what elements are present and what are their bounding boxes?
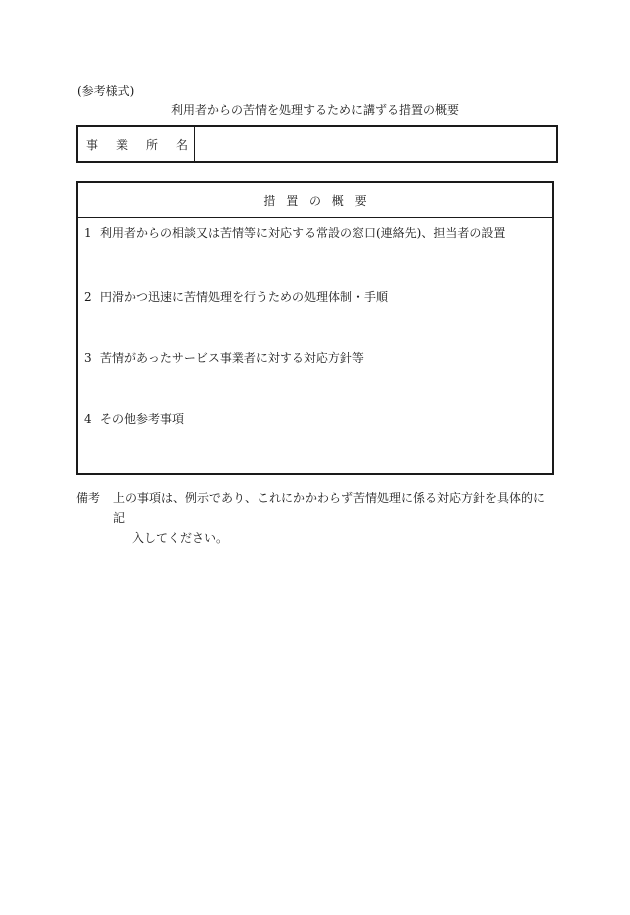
measures-table <box>76 181 554 475</box>
item-number: 3 <box>84 351 92 365</box>
measure-item <box>84 224 505 241</box>
item-number: 1 <box>84 226 92 240</box>
office-name-label <box>78 127 195 161</box>
measure-item <box>84 349 364 366</box>
office-label-char: 名 <box>175 137 188 152</box>
item-text: 苦情があったサービス事業者に対する対応方針等 <box>100 351 364 365</box>
measures-header: 措置の概要 <box>78 183 552 218</box>
item-number: 2 <box>84 290 92 304</box>
note-text <box>113 488 556 548</box>
item-text: 利用者からの相談又は苦情等に対応する常設の窓口(連絡先)、担当者の設置 <box>100 226 506 240</box>
measure-item <box>84 288 388 305</box>
reference-label: (参考様式) <box>77 84 135 98</box>
document-title: 利用者からの苦情を処理するために講ずる措置の概要 <box>170 103 459 117</box>
note <box>76 488 556 548</box>
item-text: 円滑かつ迅速に苦情処理を行うための処理体制・手順 <box>100 290 389 304</box>
office-name-table <box>76 125 558 163</box>
office-name-field[interactable] <box>195 127 556 161</box>
note-line-1: 上の事項は、例示であり、これにかかわらず苦情処理に係る対応方針を具体的に記 <box>113 491 546 525</box>
office-label-char: 業 <box>115 137 128 152</box>
office-label-char: 所 <box>145 137 158 152</box>
item-number: 4 <box>84 412 92 426</box>
note-label: 備考 <box>76 491 101 505</box>
measure-item <box>84 410 184 427</box>
note-line-2: 入してください。 <box>132 531 229 545</box>
office-label-char: 事 <box>86 137 99 152</box>
item-text: その他参考事項 <box>100 412 185 426</box>
